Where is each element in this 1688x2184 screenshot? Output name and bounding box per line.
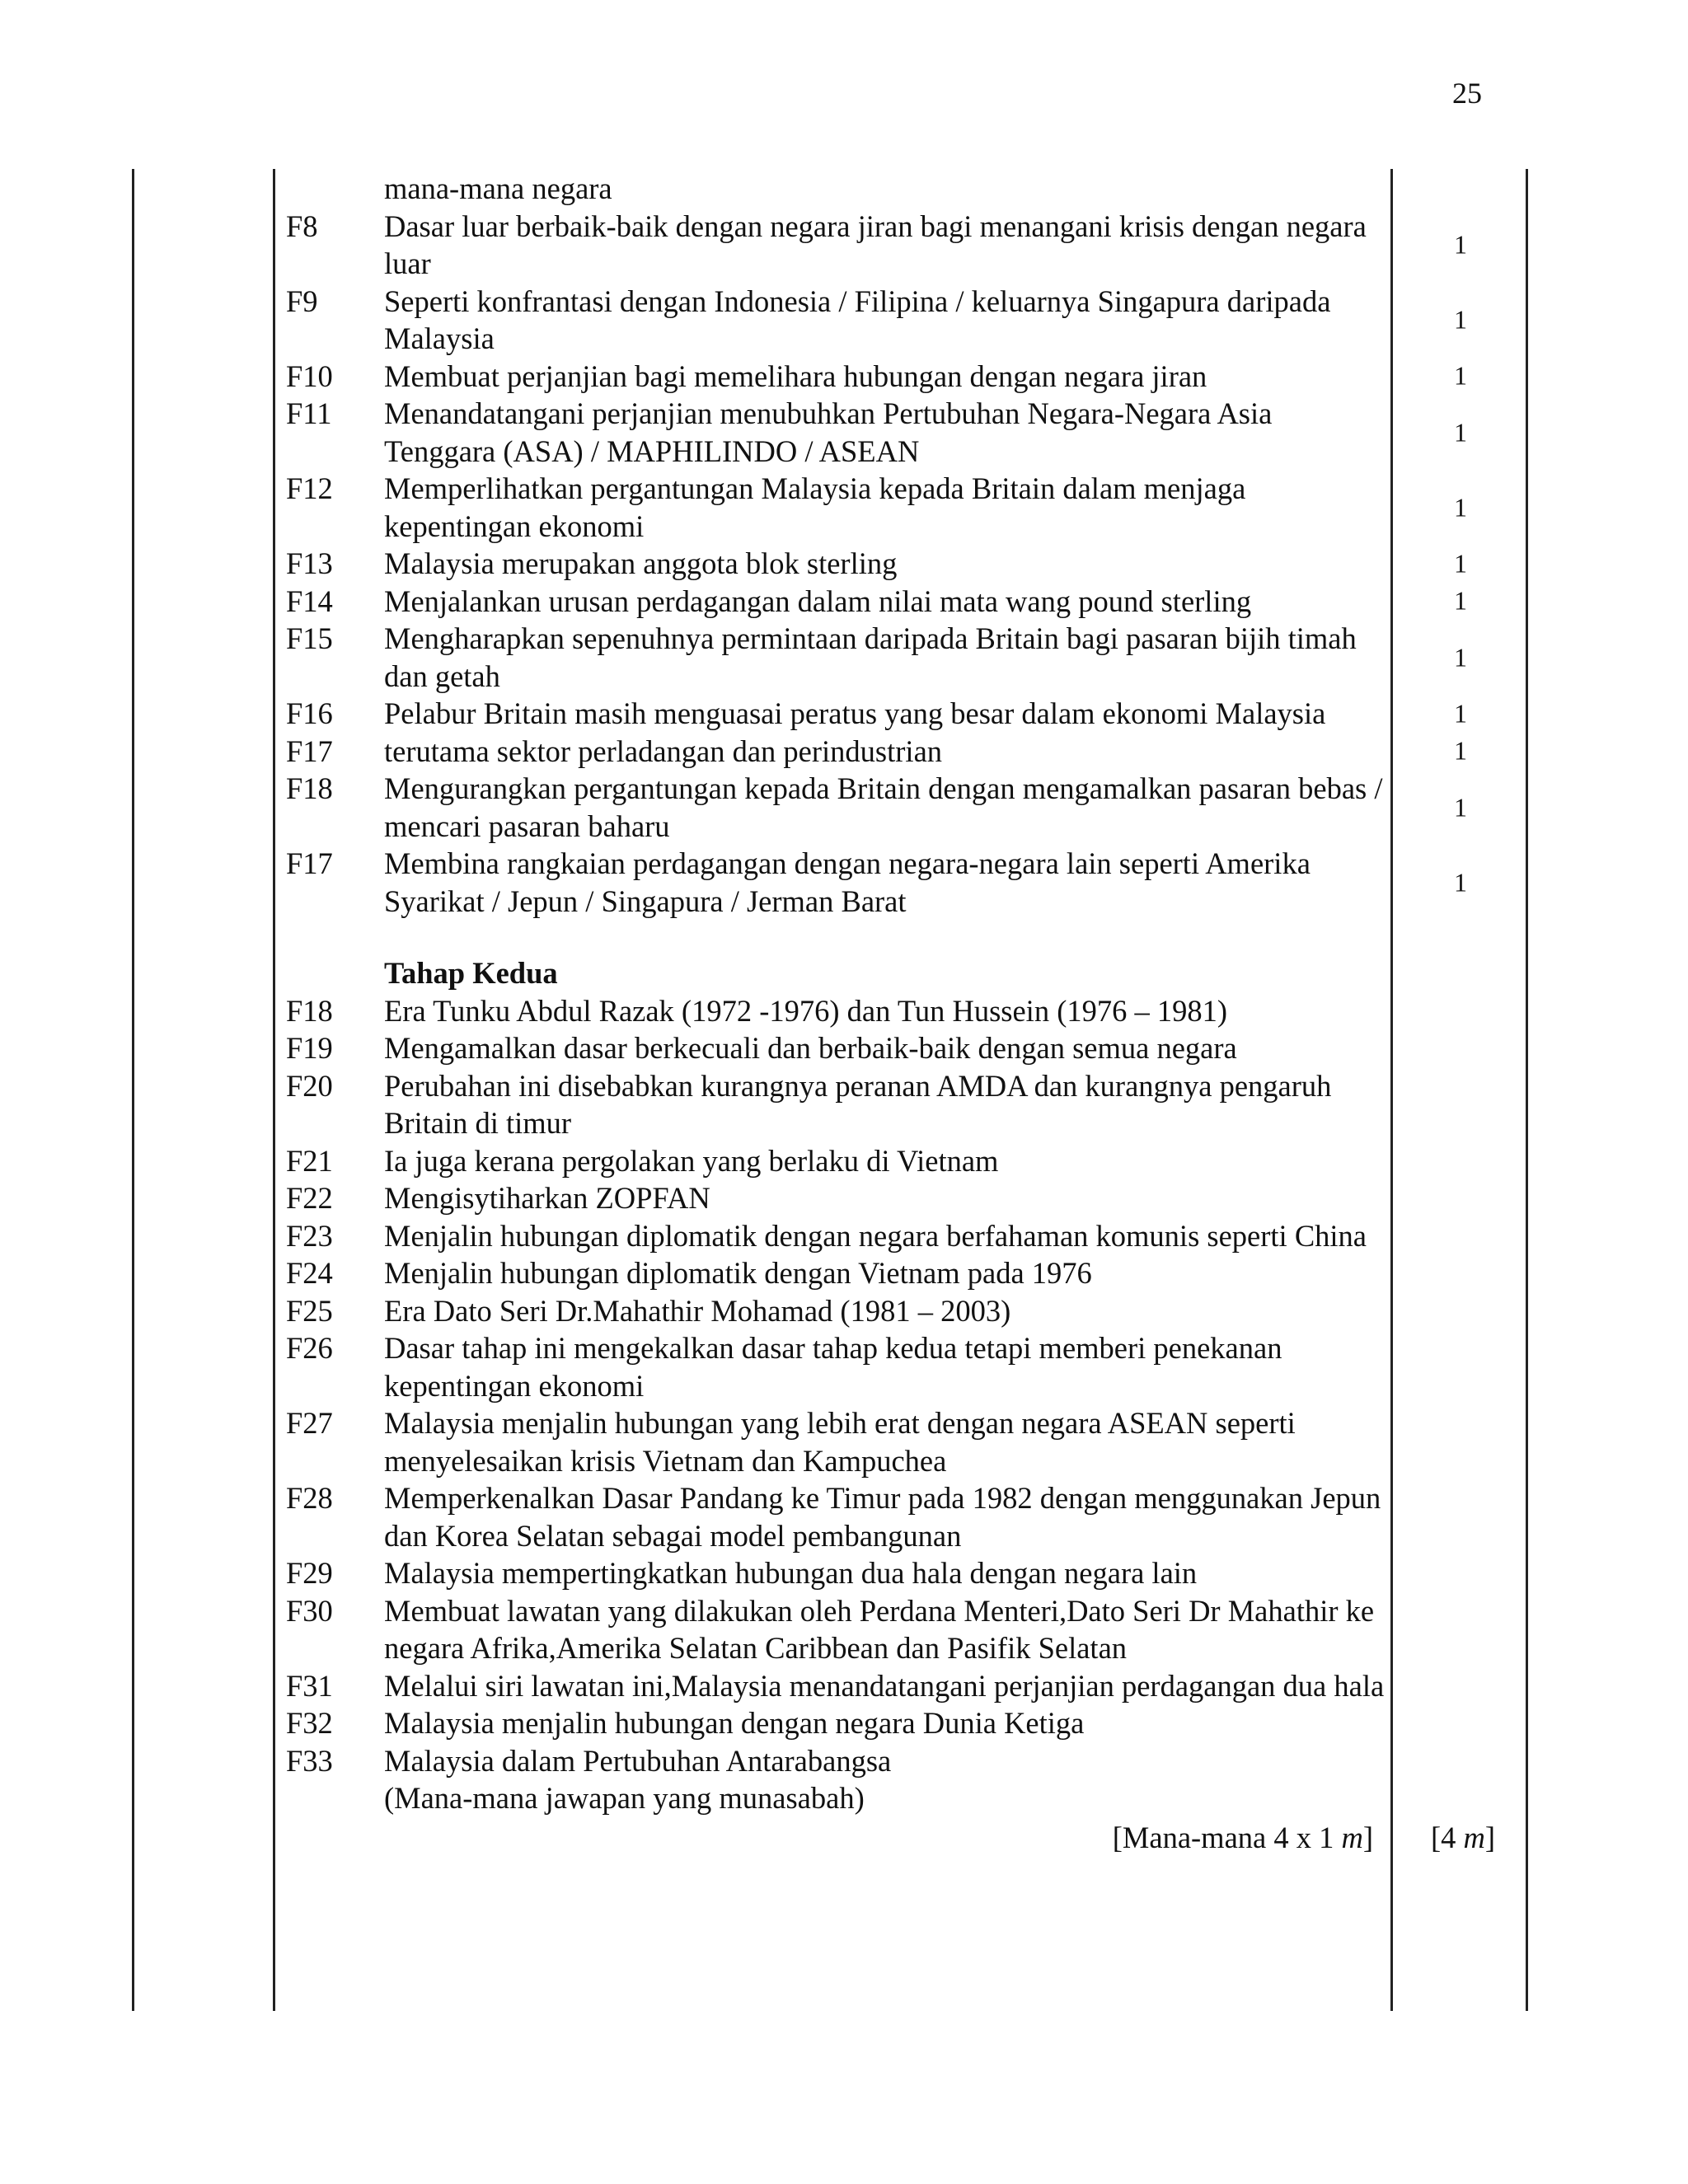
table-row xyxy=(0,1742,1688,1780)
point-text: Menjalin hubungan diplomatik dengan Vietnam pada 1976 xyxy=(384,1256,1092,1290)
table-row xyxy=(0,1142,1688,1180)
table-row xyxy=(0,1667,1688,1705)
table-row xyxy=(0,1592,1688,1667)
table-row xyxy=(0,358,1688,396)
point-mark: 1 xyxy=(1454,416,1467,447)
point-text: Malaysia merupakan anggota blok sterling xyxy=(384,546,898,580)
point-code: F21 xyxy=(286,1143,333,1178)
section-1 xyxy=(0,208,1688,921)
total-row xyxy=(0,1817,1688,1858)
point-text: Era Tunku Abdul Razak (1972 -1976) dan Tun Hussein (1976 – 1981) xyxy=(384,993,1227,1028)
point-code: F12 xyxy=(286,471,333,505)
point-text: Memperlihatkan pergantungan Malaysia kepada Britain dalam menjaga kepentingan ekonomi xyxy=(384,471,1246,543)
point-text: Era Dato Seri Dr.Mahathir Mohamad (1981 – 2003) xyxy=(384,1293,1011,1328)
point-text: Mengharapkan sepenuhnya permintaan daripada Britain bagi pasaran bijih timah dan getah xyxy=(384,621,1357,693)
point-mark: 1 xyxy=(1454,698,1467,728)
point-text: Mengamalkan dasar berkecuali dan berbaik-baik dengan semua negara xyxy=(384,1031,1237,1065)
table-row xyxy=(0,1254,1688,1292)
table-row xyxy=(0,1404,1688,1479)
table-row xyxy=(0,992,1688,1030)
point-code: F24 xyxy=(286,1256,333,1290)
total-marks: [4 m] xyxy=(1430,1820,1496,1854)
point-text: Malaysia menjalin hubungan dengan negara Dunia Ketiga xyxy=(384,1706,1085,1740)
table-row xyxy=(0,1029,1688,1067)
point-mark: 1 xyxy=(1454,491,1467,522)
table-row xyxy=(0,770,1688,845)
point-code: F9 xyxy=(286,284,318,318)
point-code: F31 xyxy=(286,1668,333,1703)
point-code: F15 xyxy=(286,621,333,655)
point-text: Melalui siri lawatan ini,Malaysia menandatangani perjanjian perdagangan dua hala xyxy=(384,1668,1385,1703)
point-code: F25 xyxy=(286,1293,333,1328)
point-mark: 1 xyxy=(1454,791,1467,822)
table-row xyxy=(0,583,1688,621)
point-text: Mengisytiharkan ZOPFAN xyxy=(384,1181,710,1215)
table-row xyxy=(0,208,1688,283)
point-text: Membuat perjanjian bagi memelihara hubungan dengan negara jiran xyxy=(384,359,1207,393)
point-text: Memperkenalkan Dasar Pandang ke Timur pada 1982 dengan menggunakan Jepun dan Korea Selatan sebagai model pembangunan xyxy=(384,1481,1381,1553)
point-text: Mengurangkan pergantungan kepada Britain dengan mengamalkan pasaran bebas / mencari pasaran baharu xyxy=(384,771,1383,843)
point-code: F17 xyxy=(286,733,333,768)
table-row xyxy=(0,1179,1688,1217)
point-mark: 1 xyxy=(1454,585,1467,616)
table-row xyxy=(0,1292,1688,1330)
point-code: F29 xyxy=(286,1556,333,1590)
point-code: F26 xyxy=(286,1331,333,1365)
marking-scheme-table xyxy=(0,170,1688,1858)
point-text: Menjalin hubungan diplomatik dengan negara berfahaman komunis seperti China xyxy=(384,1218,1367,1253)
point-text: Pelabur Britain masih menguasai peratus yang besar dalam ekonomi Malaysia xyxy=(384,696,1326,730)
point-code: F23 xyxy=(286,1218,333,1253)
point-text: Dasar luar berbaik-baik dengan negara jiran bagi menangani krisis dengan negara luar xyxy=(384,209,1367,280)
table-row xyxy=(0,1067,1688,1142)
point-code: F19 xyxy=(286,1031,333,1065)
table-row xyxy=(0,620,1688,695)
point-mark: 1 xyxy=(1454,229,1467,260)
point-text: Menjalankan urusan perdagangan dalam nilai mata wang pound sterling xyxy=(384,583,1252,618)
point-code: F18 xyxy=(286,993,333,1028)
table-row xyxy=(0,1479,1688,1554)
point-code: F11 xyxy=(286,396,332,430)
table-row xyxy=(0,283,1688,358)
point-mark: 1 xyxy=(1454,360,1467,391)
total-allocation: [Mana-mana 4 x 1 m] xyxy=(1112,1820,1373,1854)
point-text: terutama sektor perladangan dan perindustrian xyxy=(384,733,943,768)
point-mark: 1 xyxy=(1454,641,1467,672)
point-mark: 1 xyxy=(1454,735,1467,766)
point-code: F27 xyxy=(286,1406,333,1440)
table-row xyxy=(0,470,1688,545)
point-code: F14 xyxy=(286,583,333,618)
page-number: 25 xyxy=(1452,77,1482,110)
point-text: Malaysia dalam Pertubuhan Antarabangsa xyxy=(384,1743,892,1778)
point-text: Seperti konfrantasi dengan Indonesia / Filipina / keluarnya Singapura daripada Malaysia xyxy=(384,284,1331,355)
table-row xyxy=(0,545,1688,583)
table-row xyxy=(0,695,1688,733)
note-row xyxy=(0,1779,1688,1817)
spacer xyxy=(0,920,1688,954)
point-text: Perubahan ini disebabkan kurangnya peranan AMDA dan kurangnya pengaruh Britain di timur xyxy=(384,1068,1332,1140)
point-text: Dasar tahap ini mengekalkan dasar tahap kedua tetapi memberi penekanan kepentingan ekonomi xyxy=(384,1331,1282,1403)
point-code: F18 xyxy=(286,771,333,805)
point-code: F20 xyxy=(286,1068,333,1103)
point-text: Ia juga kerana pergolakan yang berlaku di Vietnam xyxy=(384,1143,999,1178)
continuation-line: mana-mana negara xyxy=(384,171,612,205)
point-text: Malaysia mempertingkatkan hubungan dua hala dengan negara lain xyxy=(384,1556,1198,1590)
point-mark: 1 xyxy=(1454,866,1467,897)
table-row xyxy=(0,845,1688,920)
point-text: Menandatangani perjanjian menubuhkan Pertubuhan Negara-Negara Asia Tenggara (ASA) / MAPHILINDO / ASEAN xyxy=(384,396,1273,468)
section-heading: Tahap Kedua xyxy=(384,956,558,990)
point-code: F28 xyxy=(286,1481,333,1515)
point-code: F32 xyxy=(286,1706,333,1740)
point-code: F33 xyxy=(286,1743,333,1778)
point-code: F30 xyxy=(286,1593,333,1628)
table-row xyxy=(0,1554,1688,1592)
note: (Mana-mana jawapan yang munasabah) xyxy=(384,1781,865,1815)
table-row xyxy=(0,395,1688,470)
table-row xyxy=(0,1217,1688,1255)
point-text: Membuat lawatan yang dilakukan oleh Perdana Menteri,Dato Seri Dr Mahathir ke negara Afrika,Amerika Selatan Caribbean dan Pasifik Selatan xyxy=(384,1593,1375,1665)
table-row xyxy=(0,733,1688,771)
point-text: Malaysia menjalin hubungan yang lebih erat dengan negara ASEAN seperti menyelesaikan krisis Vietnam dan Kampuchea xyxy=(384,1406,1296,1478)
table-row xyxy=(0,1704,1688,1742)
point-code: F16 xyxy=(286,696,333,730)
point-text: Membina rangkaian perdagangan dengan negara-negara lain seperti Amerika Syarikat / Jepun / Singapura / Jerman Barat xyxy=(384,846,1311,918)
point-code: F8 xyxy=(286,209,318,243)
table-row xyxy=(0,1329,1688,1404)
section-2 xyxy=(0,992,1688,1780)
point-code: F22 xyxy=(286,1181,333,1215)
point-mark: 1 xyxy=(1454,304,1467,335)
point-mark: 1 xyxy=(1454,548,1467,578)
point-code: F13 xyxy=(286,546,333,580)
point-code: F17 xyxy=(286,846,333,880)
point-code: F10 xyxy=(286,359,333,393)
